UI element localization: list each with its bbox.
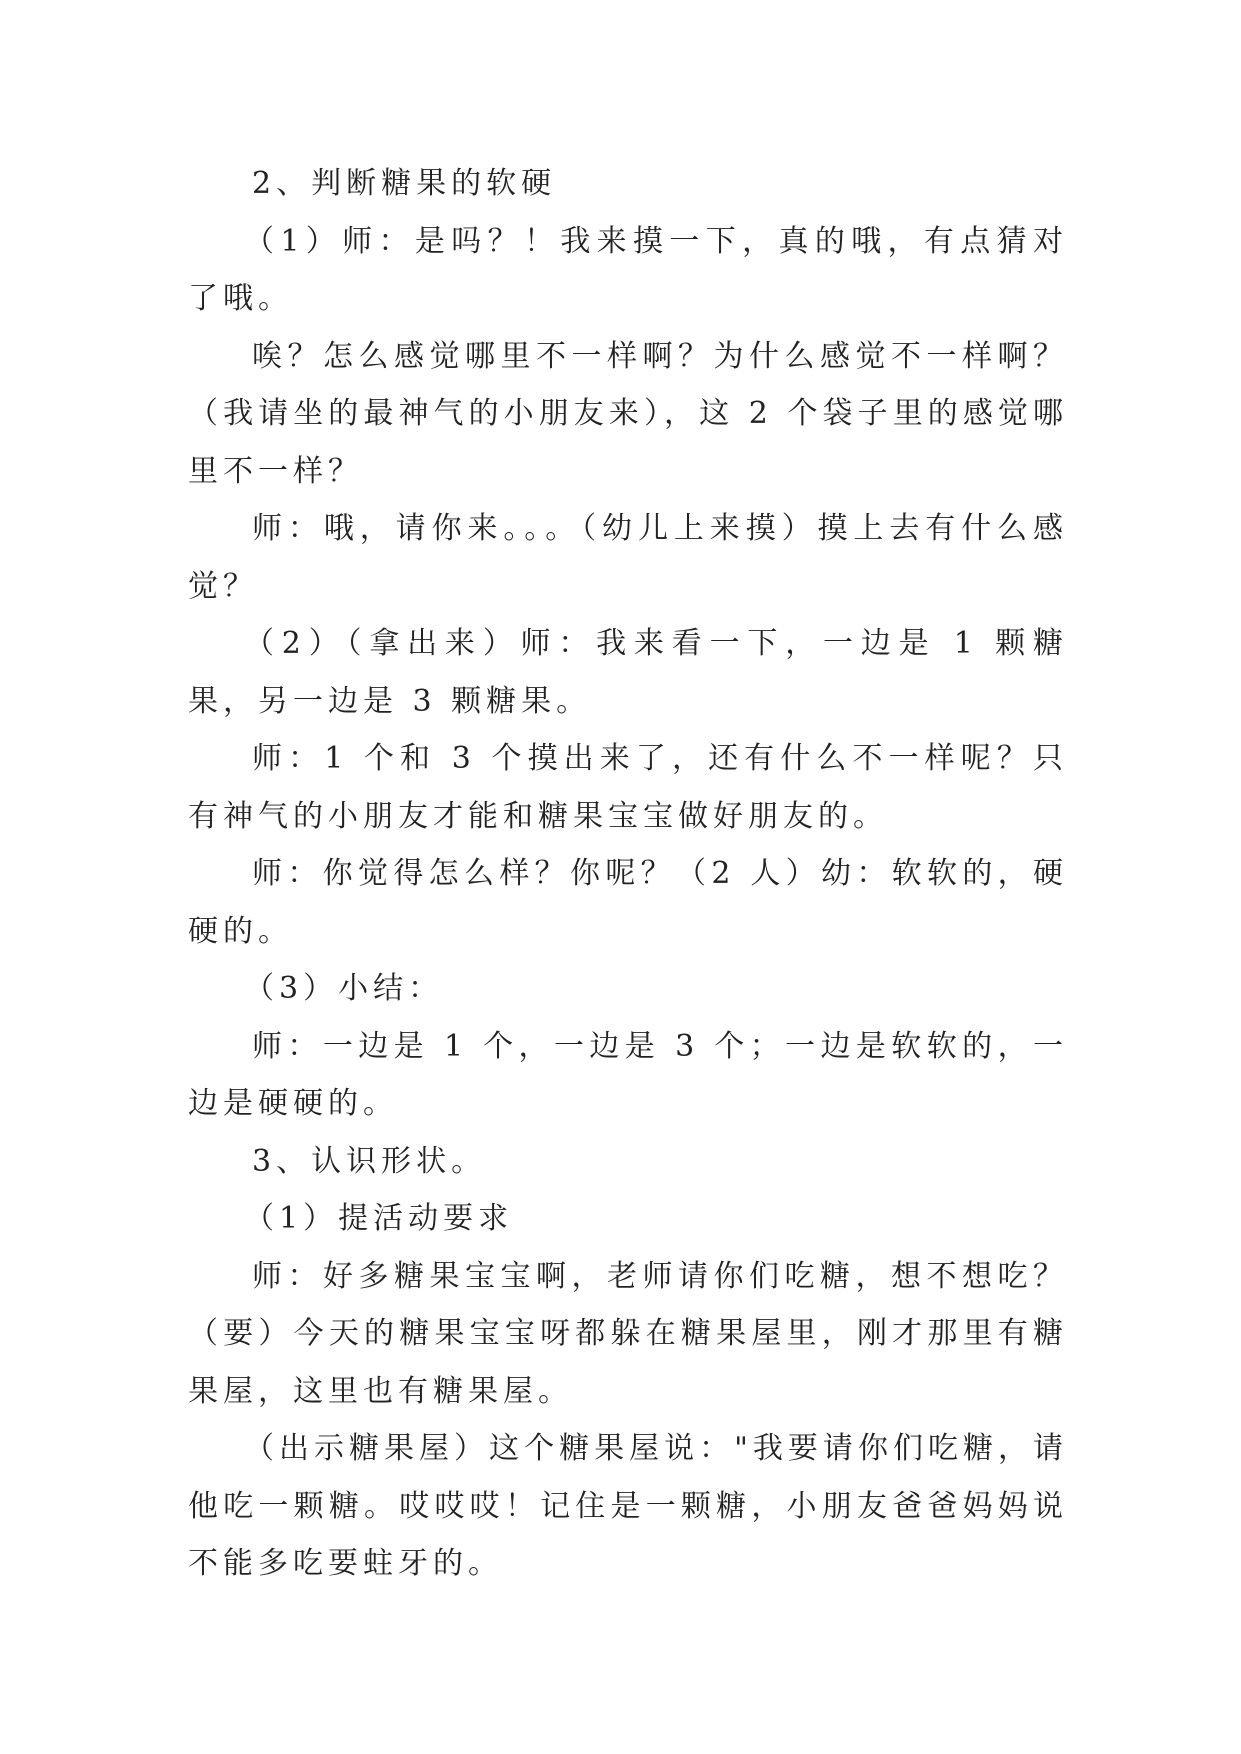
paragraph: （1）师：是吗？！我来摸一下，真的哦，有点猜对了哦。 <box>188 223 1068 316</box>
paragraph: 师：你觉得怎么样？你呢？（2 人）幼：软软的，硬硬的。 <box>188 856 1068 949</box>
section-heading: 3、认识形状。 <box>252 1143 487 1179</box>
subheading: （3）小结： <box>244 971 444 1006</box>
subheading: （1）提活动要求 <box>244 1201 514 1236</box>
paragraph: 师：哦，请你来。。。（幼儿上来摸）摸上去有什么感觉？ <box>188 511 1068 604</box>
paragraph: 师：一边是 1 个，一边是 3 个；一边是软软的，一边是硬硬的。 <box>188 1028 1068 1121</box>
paragraph: （2）（拿出来）师：我来看一下，一边是 1 颗糖果，另一边是 3 颗糖果。 <box>188 626 1068 719</box>
paragraph: （出示糖果屋）这个糖果屋说："我要请你们吃糖，请他吃一颗糖。哎哎哎！记住是一颗糖，小朋友爸爸妈妈说不能多吃要蛀牙的。 <box>188 1431 1068 1581</box>
document-body <box>188 155 1068 1593</box>
section-heading: 2、判断糖果的软硬 <box>252 166 557 201</box>
paragraph: 师：1 个和 3 个摸出来了，还有什么不一样呢？只有神气的小朋友才能和糖果宝宝做好朋友的。 <box>188 741 1068 834</box>
paragraph: 唉？怎么感觉哪里不一样啊？为什么感觉不一样啊？（我请坐的最神气的小朋友来），这 2 个袋子里的感觉哪里不一样？ <box>188 338 1068 489</box>
paragraph: 师：好多糖果宝宝啊，老师请你们吃糖，想不想吃？（要）今天的糖果宝宝呀都躲在糖果屋里，刚才那里有糖果屋，这里也有糖果屋。 <box>188 1258 1068 1409</box>
